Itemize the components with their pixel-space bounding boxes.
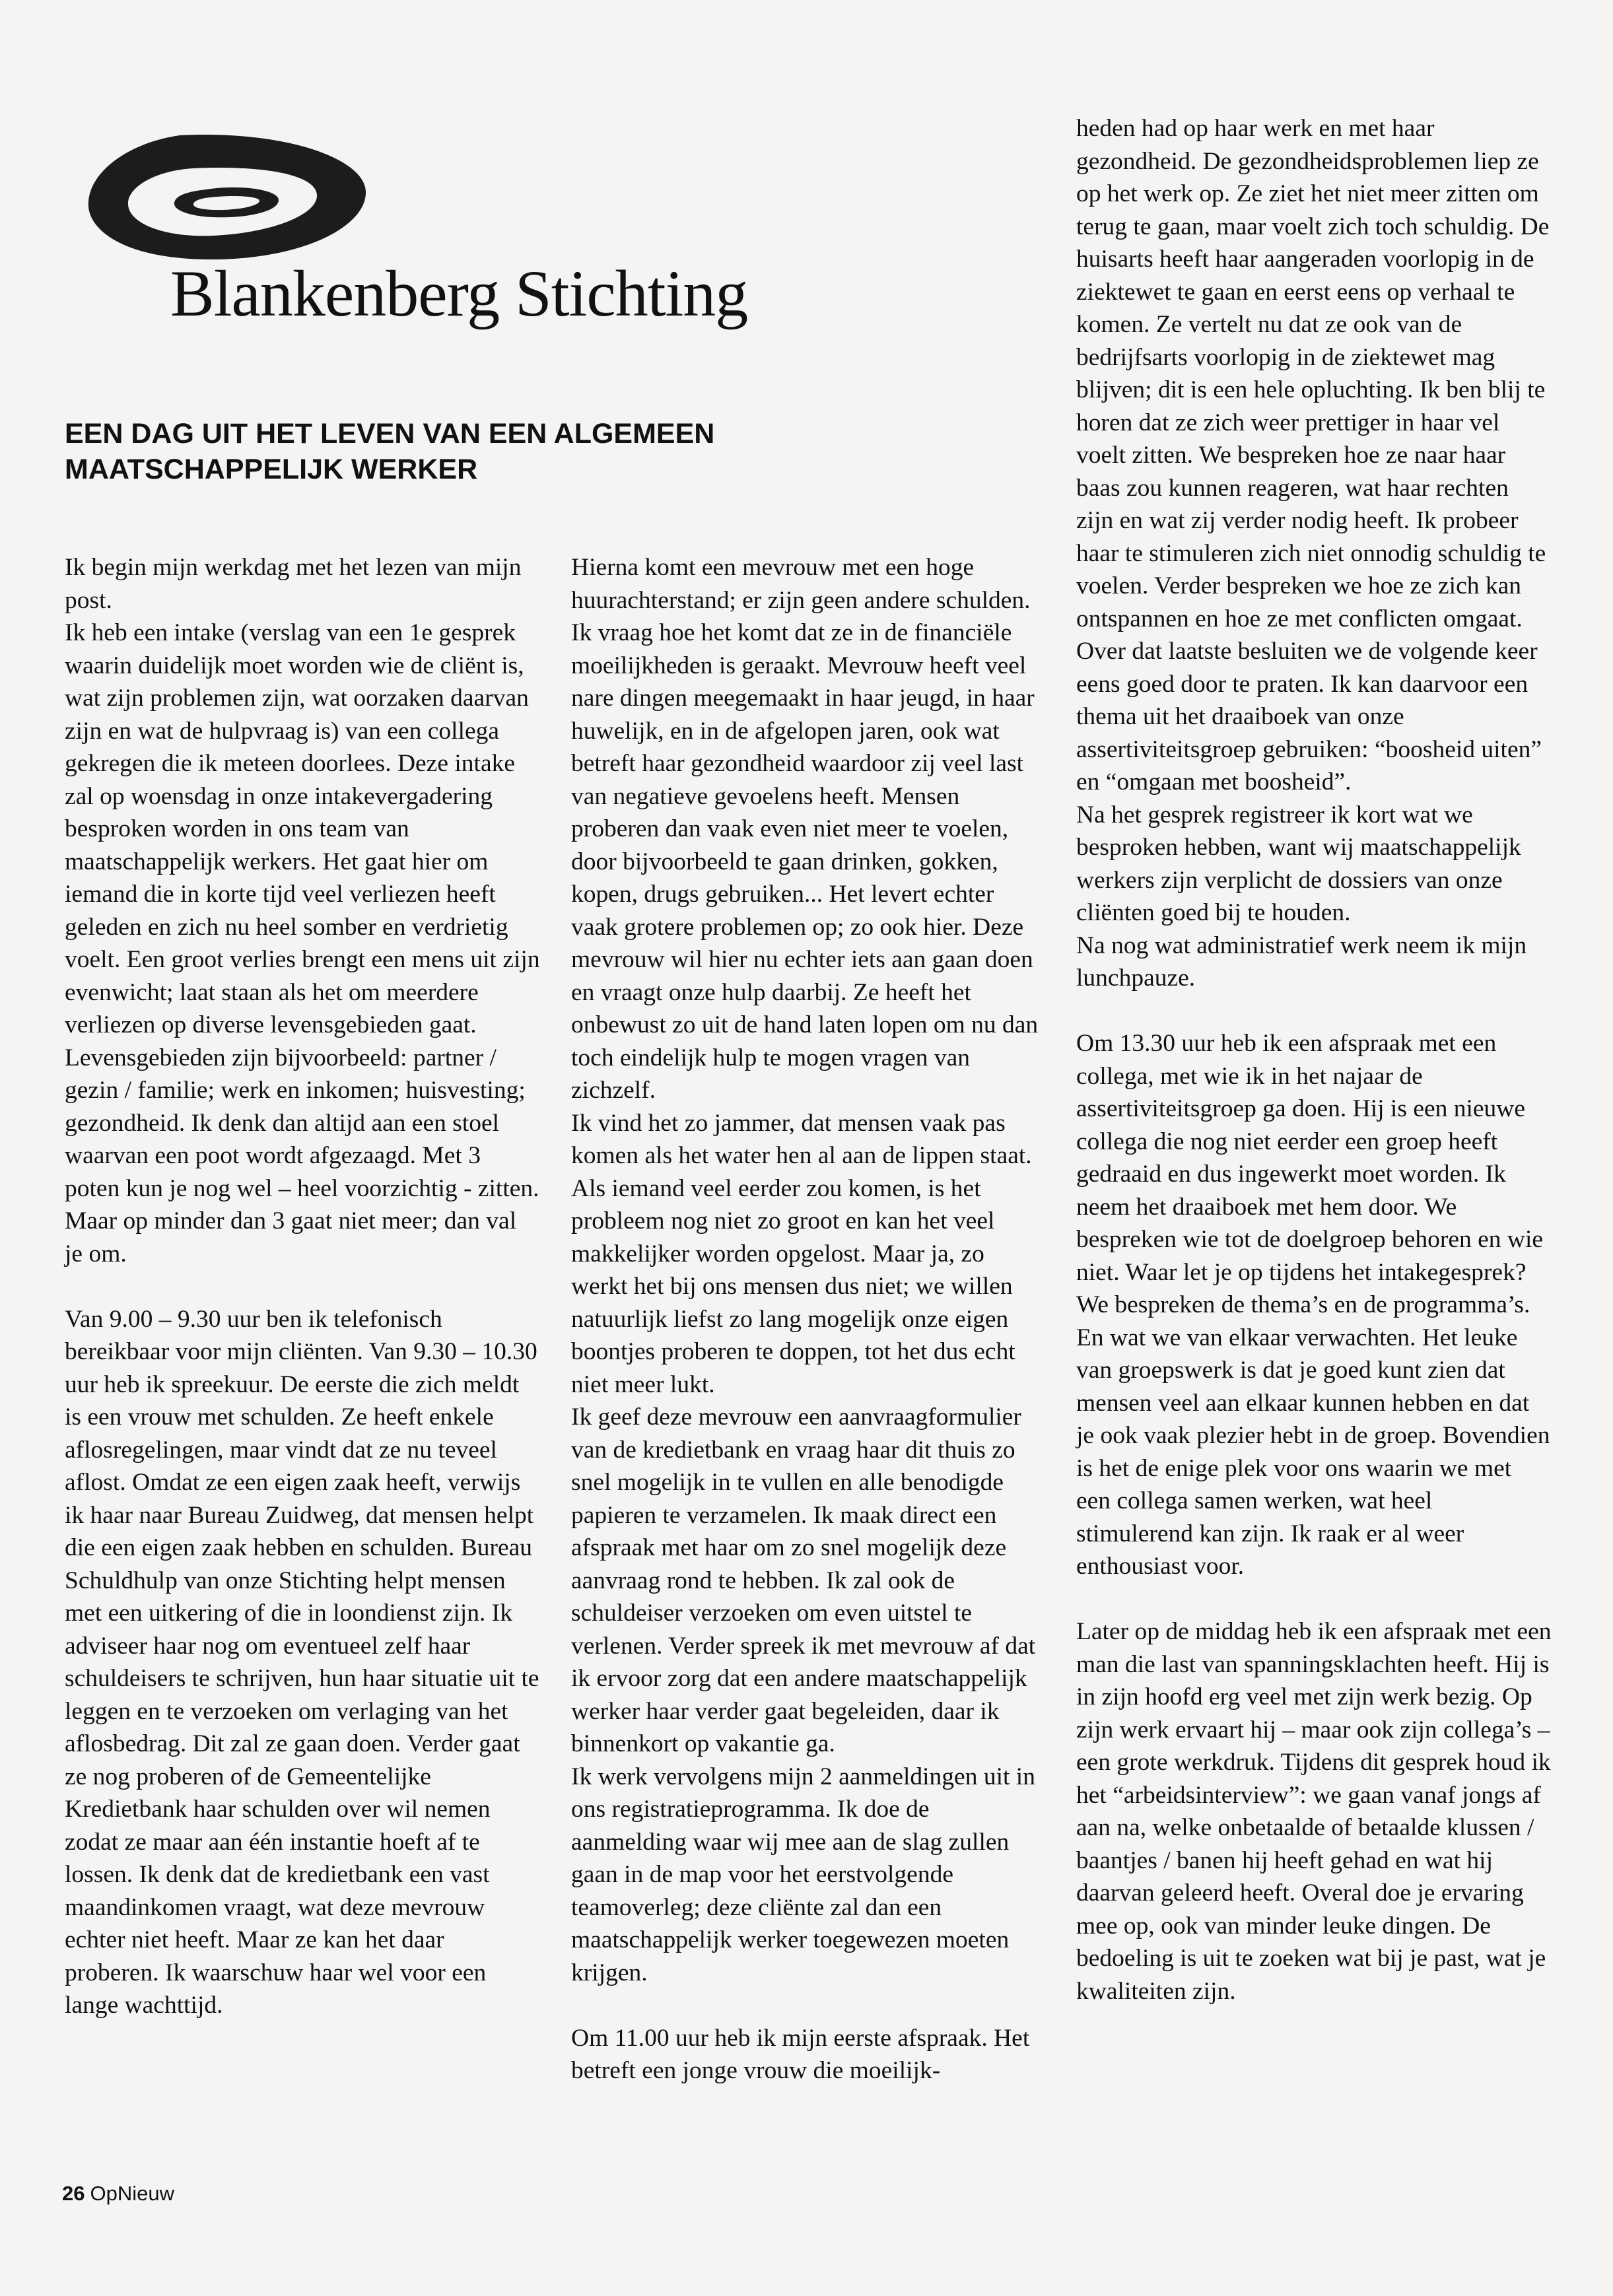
paragraph: heden had op haar werk en met haar gezondheid. De gezondheidsproblemen liep ze op het werk op. Ze ziet het niet meer zitten om terug te gaan, maar voelt zich toch schuldig. De huisarts heeft haar aangeraden voorlopig in de ziektewet te gaan en eerst eens op verhaal te komen. Ze vertelt nu dat ze ook van de bedrijfsarts voorlopig in de ziektewet mag blijven; dit is een hele opluchting. Ik ben blij te horen dat ze zich weer prettiger in haar vel voelt zitten. We bespreken hoe ze naar haar baas zou kunnen reageren, wat haar rechten zijn en wat zij verder nodig heeft. Ik probeer haar te stimuleren zich niet onnodig schuldig te voelen. Verder bespreken we hoe ze zich kan ontspannen en hoe ze met conflicten omgaat. Over dat laatste besluiten we de volgende keer eens goed door te praten. Ik kan daarvoor een thema uit het draaiboek van onze assertiviteitsgroep gebruiken: “boosheid uiten” en “omgaan met boosheid”.: [1076, 115, 1550, 795]
text-column-2: [571, 551, 1047, 2087]
text-column-3: [1076, 112, 1552, 2008]
page-number: 26: [62, 2182, 85, 2205]
paragraph: Na het gesprek registreer ik kort wat we besproken hebben, want wij maatschappelijk werkers zijn verplicht de dossiers van onze cliënten goed bij te houden.: [1076, 801, 1521, 926]
text-column-1: [65, 551, 540, 2022]
swirl-logo-icon: [81, 129, 371, 267]
paragraph: Ik heb een intake (verslag van een 1e gesprek waarin duidelijk moet worden wie de cliënt is, wat zijn problemen zijn, wat oorzaken daarvan zijn en wat de hulpvraag is) van een collega gekregen die ik meteen doorlees. Deze intake zal op woensdag in onze intakevergadering besproken worden in ons team van maatschappelijk werkers. Het gaat hier om iemand die in korte tijd veel verliezen heeft geleden en zich nu heel somber en verdrietig voelt. Een groot verlies brengt een mens uit zijn evenwicht; laat staan als het om meerdere verliezen op diverse levensgebieden gaat. Levensgebieden zijn bijvoorbeeld: partner / gezin / familie; werk en inkomen; huisvesting; gezondheid. Ik denk dan altijd aan een stoel waarvan een poot wordt afgezaagd. Met 3 poten kun je nog wel – heel voorzichtig - zitten. Maar op minder dan 3 gaat niet meer; dan val je om.: [65, 619, 540, 1267]
paragraph: Na nog wat administratief werk neem ik mijn lunchpauze.: [1076, 931, 1527, 992]
paragraph: Hierna komt een mevrouw met een hoge huurachterstand; er zijn geen andere schulden. Ik vraag hoe het komt dat ze in de financiële moeilijkheden is geraakt. Mevrouw heeft veel nare dingen meegemaakt in haar jeugd, in haar huwelijk, en in de afgelopen jaren, ook wat betreft haar gezondheid waardoor zij veel last van negatieve gevoelens heeft. Mensen proberen dan vaak even niet meer te voelen, door bijvoorbeeld te gaan drinken, gokken, kopen, drugs gebruiken... Het levert echter vaak grotere problemen op; zo ook hier. Deze mevrouw wil hier nu echter iets aan gaan doen en vraagt onze hulp daarbij. Ze heeft het onbewust zo uit de hand laten lopen om nu dan toch eindelijk hulp te mogen vragen van zichzelf.: [571, 554, 1039, 1104]
paragraph: Ik begin mijn werkdag met het lezen van mijn post.: [65, 554, 522, 614]
paragraph: Van 9.00 – 9.30 uur ben ik telefonisch bereikbaar voor mijn cliënten. Van 9.30 – 10.30 uur heb ik spreekuur. De eerste die zich meldt is een vrouw met schulden. Ze heeft enkele aflosregelingen, maar vindt dat ze nu teveel aflost. Omdat ze een eigen zaak heeft, verwijs ik haar naar Bureau Zuidweg, dat mensen helpt die een eigen zaak hebben en schulden. Bureau Schuldhulp van onze Stichting helpt mensen met een uitkering of die in loondienst zijn. Ik adviseer haar nog om eventueel zelf haar schuldeisers te schrijven, hun haar situatie uit te leggen en te verzoeken om verlaging van het aflosbedrag. Dit zal ze gaan doen. Verder gaat ze nog proberen of de Gemeentelijke Kredietbank haar schulden over wil nemen zodat ze maar aan één instantie hoeft af te lossen. Ik denk dat de kredietbank een vast maandinkomen vraagt, wat deze mevrouw echter niet heeft. Maar ze kan het daar proberen. Ik waarschuw haar wel voor een lange wachttijd.: [65, 1305, 539, 2019]
page-footer: [62, 2182, 174, 2206]
paragraph: Ik vind het zo jammer, dat mensen vaak pas komen als het water hen al aan de lippen staat. Als iemand veel eerder zou komen, is het probleem nog niet zo groot en kan het veel makkelijker worden opgelost. Maar ja, zo werkt het bij ons mensen dus niet; we willen natuurlijk liefst zo lang mogelijk onze eigen boontjes proberen te doppen, tot het dus echt niet meer lukt.: [571, 1109, 1032, 1398]
paragraph: Ik werk vervolgens mijn 2 aanmeldingen uit in ons registratieprogramma. Ik doe de aanmelding waar wij mee aan de slag zullen gaan in de map voor het eerstvolgende teamoverleg; deze cliënte zal dan een maatschappelijk werker toegewezen moeten krijgen.: [571, 1763, 1035, 1986]
magazine-name: OpNieuw: [90, 2182, 174, 2205]
paragraph: Om 13.30 uur heb ik een afspraak met een collega, met wie ik in het najaar de assertiviteitsgroep ga doen. Hij is een nieuwe collega die nog niet eerder een groep heeft gedraaid en dus ingewerkt moet worden. Ik neem het draaiboek met hem door. We bespreken wie tot de doelgroep behoren en wie niet. Waar let je op tijdens het intakegesprek? We bespreken de thema’s en de programma’s. En wat we van elkaar verwachten. Het leuke van groepswerk is dat je goed kunt zien dat mensen veel aan elkaar kunnen hebben en dat je ook vaak plezier hebt in de groep. Bovendien is het de enige plek voor ons waarin we met een collega samen werken, wat heel stimulerend kan zijn. Ik raak er al weer enthousiast voor.: [1076, 1030, 1550, 1580]
organization-name: Blankenberg Stichting: [170, 257, 748, 330]
headline-line-2: MAATSCHAPPELIJK WERKER: [65, 454, 478, 485]
paragraph: Later op de middag heb ik een afspraak met een man die last van spanningsklachten heeft. Hij is in zijn hoofd erg veel met zijn werk bezig. Op zijn werk ervaart hij – maar ook zijn collega’s – een grote werkdruk. Tijdens dit gesprek houd ik het “arbeidsinterview”: we gaan vanaf jongs af aan na, welke onbetaalde of betaalde klussen / baantjes / banen hij heeft gehad en wat hij daarvan geleerd heeft. Overal doe je ervaring mee op, ook van minder leuke dingen. De bedoeling is uit te zoeken wat bij je past, wat je kwaliteiten zijn.: [1076, 1618, 1552, 2005]
paragraph: Ik geef deze mevrouw een aanvraagformulier van de kredietbank en vraag haar dit thuis zo snel mogelijk in te vullen en alle benodigde papieren te verzamelen. Ik maak direct een afspraak met haar om zo snel mogelijk deze aanvraag rond te hebben. Ik zal ook de schuldeiser verzoeken om even uitstel te verlenen. Verder spreek ik met mevrouw af dat ik ervoor zorg dat een andere maatschappelijk werker haar verder gaat begeleiden, daar ik binnenkort op vakantie ga.: [571, 1403, 1036, 1757]
article-headline: [65, 416, 714, 487]
headline-line-1: EEN DAG UIT HET LEVEN VAN EEN ALGEMEEN: [65, 418, 715, 450]
paragraph: Om 11.00 uur heb ik mijn eerste afspraak. Het betreft een jonge vrouw die moeilijk-: [571, 2024, 1030, 2084]
